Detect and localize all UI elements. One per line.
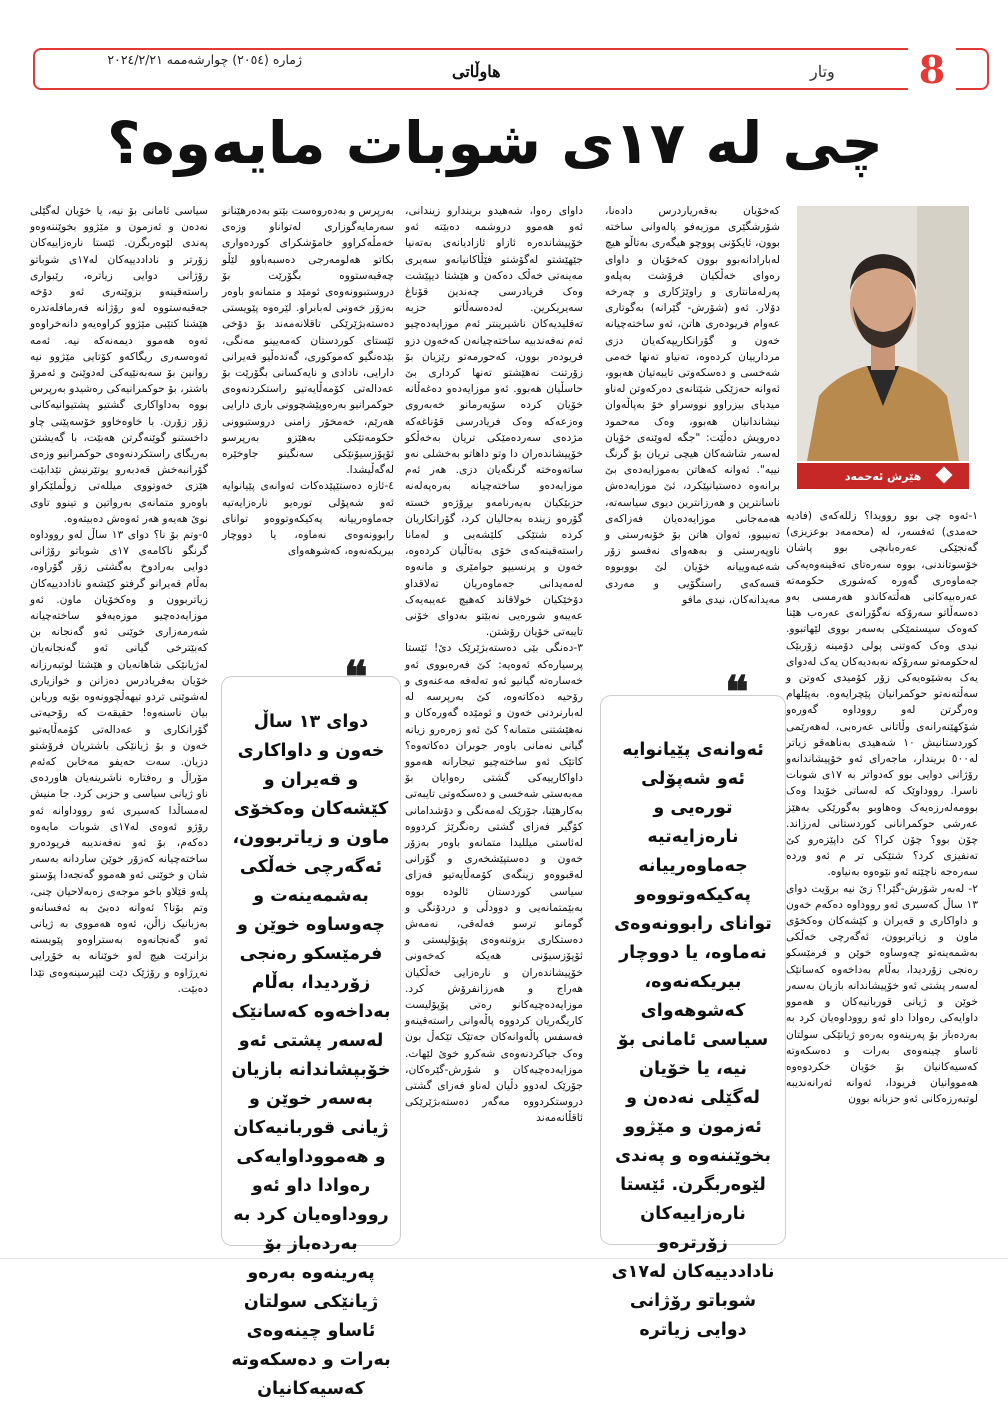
article-column-5: [30, 203, 208, 1243]
pull-quote-right: ئەوانەی پێیانوایە ئەو شەپۆلی تورەیی و نارەزایەتیە جەماوەرییانە پەکیکەوتووەو توانای رابوونەوەی نەماوە، یا دووچار بیریکەنەوە، کەشوهەوای سیاسی ئامانی بۆ نیە، یا خۆیان لەگێلی نەدەن و ئەزمون و مێژوو بخوێننەوە و پەندی لێوەربگرن. ئێستا نارەزاییەکان زۆرترەو ناداددییەکان لە١٧ی شوباتو رۆژانی دوایی زیاترە: [611, 740, 775, 1340]
quote-mark-icon: ❝: [344, 652, 368, 703]
paragraph: داوای رەوا، شەهیدو بریندارو زیندانی، ئەو هەموو دروشمە دەبێتە ئەو خۆپیشاندەرە ئازاو ئازادیانەی بەتەنیا جێهێشتو لەگۆشتو فێڵاکانیانەو سەیری مەینەتی خەڵک دەکەن و هێشتا دیپێشت وەک فریادرسی چەندین قۆناغ سەیریکرین. لەدەسەڵاتو حزبە تەقلیدیەکان ناشیرینتر ئەم موزایەدەچیو ئەم نەفەندبیە ساختەچیانەن کەخەون دزو فریودەر بوون، کەحورمەتو رێزیان بۆ زۆرتنت نەهێشتو تەنها کرداری بێ حاسڵیان هەبوو. ئەو موزایەدەو دەغەڵانە خۆیان کردە سۆیەرمانو خەبەروی وەزعەکە وەک فریادرسی قۆناغەکە مژدەی سەردەمێکی تریان بەخەڵکو خۆپیشاندەران دا وتو داهاتو بەخشلی نەو ساتەوەختە گرنگەیان دزی. هەر ئەم موزایەدەو ساختەچیانە بەرەپەلەنە حزبێکیان بەیەرنامەو بڕۆژەو خستە گۆرەو زیندە بەجالیان کرد، گۆرانکاریان کردە شتێکی کلێشەیی و لەمانا راستەقینەکەی خۆی بەتاڵیان کردەوە، خەون و پرنسیپو جوامێری و مانەوە لەمەیدانی جەماوەریان تەلاقداو دۆخێکیان خولاقاند کەهیچ عەیبەیەک عەیبەو شورەیی نەبێتو بەدوای خۆنی تایبەتی خۆیان رۆشتن.: [405, 204, 583, 639]
article-column-4: [222, 203, 394, 661]
paragraph: سیاسی ئامانی بۆ نیە، یا خۆیان لەگێلی نەدەن و ئەزمون و مێژوو بخوێننەوەو پەندی لێوەربگرن. ئێستا نارەزاییەکان زۆرتر و ناداددییەکان لە١٧ی شوباتو رۆژانی دوایی زیاترە، رێبواری راستەقینەو بزوێنەری ئەو دۆخە جەقبەستووە لەو رۆژانە فەرمافلەتدرە هێشتا کتێبی مێژوو کراوەیەو دانەخراوەو ئەوە هەموو دیمەنەکە نیە. ئەمە ئەوەسەری ریگاکەو کۆتایی مێژوو نیە روانین بۆ سەبەنێیەکی لەدوێنێ و ئەمرۆ باشتر، بۆ حوکمرانیەکی رەشیدو بەرپرس بووە بەداواکاری گشتیو پشتیوانیەکانی زۆر زۆرن. با خاوەخاوو خۆسەپێنی چاو داخستنو گوێنەگرتن هەبێت، با گەیشتن بەریگای راستکردنەوەی حوکمرانیو وزەی گۆرانبەخش قەدبەرو یوتێرنیش تێدابێت هێزی خەوتووی میللەتی زوڵملێکراو باوەرو متمانەی بەرواتین و تینوو تاوی نوێ هەیەو هەر ئەوەش دەبیتەوە.: [30, 204, 208, 525]
paragraph: ٥-وتم بۆ نا؟ دوای ١٣ ساڵ لەو رووداوە گرنگو ناکامەی ١٧ی شوباتو رۆژانی دوایی بەرادوخ بەگشتی زۆر گۆراوە، بەڵام قەیرانو گرفتو کێشەو ناداددییەکان زیاتربوون و وەکخۆیان ماون. ئەو موزایەدەچیو موزەیەفو ساختەچیانە شەرمەزاری خوێنی ئەو گەنجانە بن کەبێترخی گیانی ئەو گەنجانەیان لەژیانێکی شاهانەیان و هێشتا لوتبەرزانە خۆیان بەفریادرس دەزانن و خوازیاری لەشوێنی تردو تیهەڵچوونەوە بۆیە وریابن بیان ناسنەوە! حقیقەت کە رۆحیەتی گۆرانکاری و عەدالەتی کۆمەڵایەتیو خەون و بۆ ژیانێکی باشتریان فرۆشتو دزیان. سەت حەیفو مەخابن کەئەم مۆراڵ و رەفتارە ناشرینەیان هاوردەی ناو ژیانی سیاسی و حزبی کرد. جا منیش لەمساڵدا کەسیری ئەو رووداوانە ئەو رۆژو ئەوەی لە١٧ی شوبات مایەوە دەکەم، بۆ ئەو نەفەندیبە فریودەرو ساختەچیانە کەزۆر خوێن ساردانە بەسەر شان و خوێنی ئەو هەموو گەنجەدا پۆستو پلەو قێلاو باخو موجەی زەبەلاحیان چنی، وتم بۆنا؟ ئەوانە دەبێ بە ئەفسانەو بەزبانیک زاڵن، ئەوە هەمووی بە ژیانی ئەو گەنجانەوە بەستراوەو پێویستە بزانرێت هیچ لەو خوێنانە بە خۆڕایی نەڕژاوە و رۆژێک دێت لێپرسینەوەی تێدا دەبێت.: [30, 528, 209, 995]
author-photo: [797, 206, 969, 461]
pull-quote-left: دوای ١٣ ساڵ خەون و داواکاری و قەیران و کێشەکان وەکخۆی ماون و زیاتربوون، ئەگەرچی خەڵکی بەشمەینەت و چەوساوە خوێن و فرمێسکو رەنجی زۆردیدا، بەڵام بەداخەوە کەسانێک لەسەر پشتی ئەو خۆبپشاندانە بازیان بەسەر خوێن و ژیانی قوربانیەکان و هەمووداوایەکی رەوادا داو ئەو رووداوەیان کرد بە بەردەباز بۆ پەرینەوە بەرەو ژیانێکی سولتان ئاساو چینەوەی بەرات و دەسکەوتە کەسیەکانیان: [231, 712, 391, 1399]
quote-mark-icon: ❝: [725, 667, 749, 718]
paragraph: ١-ئەوە چی بوو روویدا؟ زللەکەی (فادیە حەمدی) ئەفسەر، لە (محەمەد بوعزیزی) گەنجێکی عەرەبانچی بوو پاشان خۆسوتاندنی، بووە سەرەتای تەقینەوەیەکی جەماوەری گەورە کەشوری حکومەتە عەرەبیەکانی هەڵتەکاندو هەرمسی بەو دەسەڵاتو سەرۆکە نەگۆرانەی عەرەب هێنا کەوەک سیستمێکی بەسەر بووی لێهاتبوو. نیدی وەک کەوتنی پولی دۆمینە زۆربێک لەحکومەتو سەرۆکە نەبەدیەکان یەک لەدوای یەک بەشێوەیەکی زۆر کۆمیدی کەوتن و سەڵتەنەتو حوکمرانیان پێچرایەوە. بەپێلهام وەرگرتن لەو رووداوە گەورەو شۆکهێنەرانەی وڵاتانی عەرەبی، لەهەرێمی کوردستانیش ١٠ شەهیدی بەناهەقو زیاتر لە٥٠٠ بریندار، ماجەرای ئەو خۆپیشاندانەو رۆژانی دوایی بوو کەدواتر بە ١٧ی شوبات ناسرا. رووداوێک کە لەساتی خۆیدا وەک بوومەلەرزەیەک وەهاوبو بەگورێکی بەهێز عەرشی حوکمرانانی کوردستانی لەرزاند. چۆن بوو؟ چۆن کرا؟ کێ داپێزەرو کێ تەنفیزی کرد؟ شتێکی تر م ئەو وردە سەرەجە ناچێتە ئەو نێوەوە بەنیاوە.: [786, 509, 978, 879]
article-column-2: [605, 203, 780, 658]
bottom-rule: [0, 1258, 1008, 1259]
article-column-3: [405, 203, 583, 1251]
headline: چی لە ١٧ی شوبات مایەوە؟: [107, 109, 883, 177]
author-name: هێرش ئەحمەد: [844, 469, 922, 483]
article-column-1: [786, 508, 978, 1248]
issue-info: ژمارە (٢٠٥٤) چوارشەممە ٢٠٢٤/٢/٢١: [107, 52, 302, 67]
page-number: 8: [908, 48, 956, 90]
paragraph: ٢- لەبەر شۆرش-گێر!؟ زێ نیە برۆیت دوای ١٣ ساڵ کەسیری ئەو رووداوە دەکەم خەون و داواکاری و قەیران و کێشەکان وەکخۆی ماون و زیاتربوون، ئەگەرچی خەڵکی بەشمەینەتو چەوساوە خوێن و فرمێسکو رەنجی زۆردیدا، بەڵام بەداخەوە کەسانێک لەسەر پشتی ئەو خۆپیشاندانە بازیان بەسەر خوێن و ژیانی قوربانیەکان و هەموو داوایەکی رەوادا داو ئەو رووداوەیان کرد بە بەردەباز بۆ پەرینەوە بەرەو ژیانێکی سولتان ئاساو چینەوەی بەرات و دەسکەوتە کەسیەکانیان بۆ خۆیان خکردوەوە هەمووانیان فریودا، ئەوانە ئەرانەندیبە لوتبەرزەکانی ئەو حزبانە بوون: [786, 881, 978, 1106]
paragraph: ٤-ئازە دەستێپێدەکات ئەوانەی پێیانوایە ئەو شەپۆلی تورەیو نارەزایەتیە جەماوەرییانە پەکیکەوتووەو توانای رابوونەوەی نەماوە، یا دووچار بیریکەنەوە، کەشوهەوای: [222, 479, 394, 558]
paragraph: بەرپرس و بەدەروەست بێتو بەدەرهێنانو سەرمایەگوزاری لەتواناو وزەی خەمڵەکراوو خامۆشکرای کوردەواری بکاتو هەلومەرجی دەسبەباوو لێڵو چەقبەستووە بگۆرێت بۆ دروستبوونەوەی ئومێد و متمانەو باوەر بەزۆر خەونی لەبابراو. لێرەوە پێویستی دەستەبژێرێکی تاقلانەمەند بۆ دۆخی ئێستای کوردستان کەمەیینو مەنگی، بێدەنگیو کەموکوری، گەندەڵیو قەیرانی دارایی، نادادی و نایەکسانی بگۆرێت بۆ عەدالەتی کۆمەڵایەتیو راستکردنەوەی حوکمرانیو بەرەوپێشچوونی باری دارایی هەرێم، خەمخۆر زامنی دروستبوونی حکومەتێکی بەهێزو بەرپرسو ئۆپۆزسیۆنێکی سەنگینو جاوخێرە لەگەڵیشدا.: [222, 204, 394, 477]
newspaper-logo: هاوڵاتی: [452, 62, 501, 81]
paragraph: ٣-دەنگی بێی دەستەبژێرێک دێ! ئێستا پرسیارەکە ئەوەیە: کێ فەرەبووی ئەو خەسارەتە گیانیو ئەو تەلەفە مەعنەوی و رۆحیە دەکاتەوە، کێ بەرپرسە لە لەبارنردنی خەون و ئومێدە گەورەکان و نەهێشتنی متمانە؟ کێ ئەو زەرەرو زیانە گیانی نەمانی باوەر جوبران دەکاتەوە؟ کاتێک ئەو ساختەچیو تیجارانە هەموو داواکارییەکی گشتی رەوایان بۆ مەبەستی شەخسی و دەسکەوتی تایبەتی بەکارهێنا، جۆرێک لەمەنگی و دۆشدامانی کۆگیر فەزای گشتی رەنگرێژ کردووە لەئاستی میللیدا متمانەو باوەر بەزۆر خەون و دەستپێشخەری و گۆرانی لەقبووەو زینگەی کۆمەڵایەتیو فەزای سیاسی کوردستان ئالودە بووە بەبێمتمانەیی و دوودڵی و دردۆنگی و گومانو ترسو فەلەقی، نەمەش دەستکاری بزوتنەوەی پۆپۆلیستی و ئۆپۆزسیۆنی هەیکە کەخەونی خۆپیشاندەران و نارەزایی خەڵکیان هەراج و هەرزانفرۆش کرد. موزایەدەچیەکانو رەتی پۆپۆلیست کاریگەریان کردووە پاڵەوانی راستەقینەو فەسفس پاڵەوانەکان جەتێک تێکەڵ بون وەک جیاکردنەوەی شەکرو خوێ لێهات. موزایەدەچیەکان و شۆرش-گێرەکان، جۆرێک لەدوو دڵیان لەناو فەزای گشتی دروستکردووە مەگەر دەستەبژێرێکی ئاقڵانەمەند: [405, 641, 583, 1125]
section-label: وتار: [810, 62, 835, 81]
paragraph: کەخۆیان بەقەریاردرس دادەنا، شۆرشگێری موزیەفو پالەوانی ساختە بوون، ئایکۆنی پووچو هیگەری بەتاڵو هیچ لەبارادانەبوو بوون کەخۆیان و داوای رەوای خەڵکیان فرۆشت بەپلەو پەرلەمانتاری و راوێژکاری و چەرخە دۆلار. ئەو (شۆرش- گێرانە) بەگوتاری عەوام فریودەری هاتن، ئەو ساختەچیانە خەون و گۆرانکاریپەکەیان دزی مردارییان کردەوە، تەنیاو تەنها خەمی شەخسی و دەسکەوتی تایبەتیان هەبوو، ئەوانە حەزێکی شێتانەی دەرکەوتن لەناو میدیای بیزراوو نووسراو خۆ بەپاڵەوان نیشاندانیان هەبوو، وەک مەحمود دەرویش دەڵێت: "جگە لەوێنەی خۆیان لەسەر شاشەکان هیچی تریان بۆ گرنگ نییە". ئەوانە کەهاتن بەموزایەدەی بێ برانەوە دەستیانپێکرد، ئێ موزایەدەش ناسانترین و هەرزانترین دیوی سیاسەتە، هەمەجانی موزایەدەیان فەزاکەی تەنیبوو، ئەوان هاتن بۆ خۆبەرستی و ناوپەرستی و بەهەوای نەفسو زۆر شەعبەوییانە خۆیان لێ بووبووە قسەکەی راستگۆیی و مەردی مەیدانەکان، نیدی مافو: [605, 204, 780, 606]
portrait-illustration: [797, 206, 969, 461]
